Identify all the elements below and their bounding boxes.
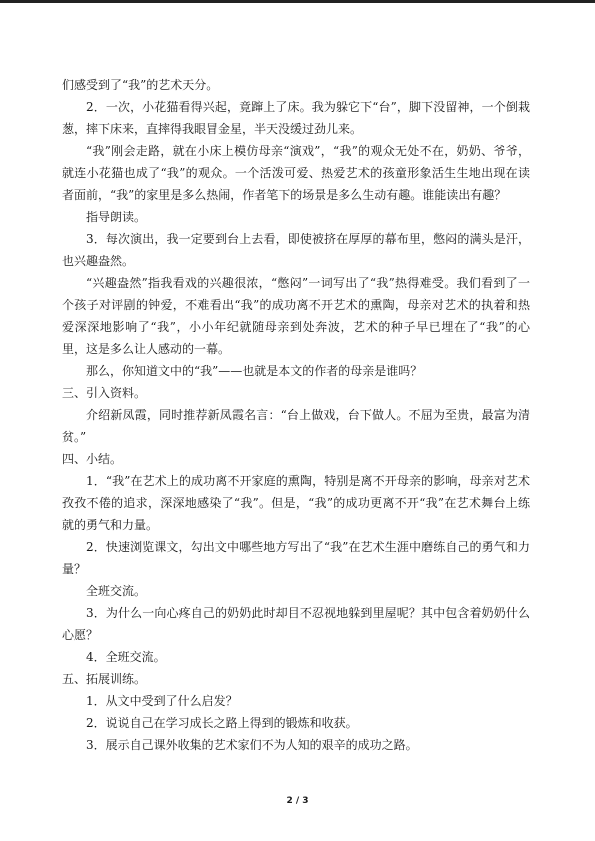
paragraph: 那么，你知道文中的“我”——也就是本文的作者的母亲是谁吗？ xyxy=(86,364,423,378)
paragraph: 2．快速浏览课文，勾出文中哪些地方写出了“我”在艺术生涯中磨练自己的勇气和力量？ xyxy=(62,540,530,576)
paragraph: “我”刚会走路，就在小床上模仿母亲“演戏”，“我”的观众无处不在，奶奶、爷爷，就连小花猫也成了“我”的观众。一个活泼可爱、热爱艺术的孩童形象活生生地出现在读者面前，“我”的家里是多么热闹，作者笔下的场景是多么生动有趣。谁能读出有趣？ xyxy=(62,144,530,202)
document-body xyxy=(62,74,530,756)
top-border-line xyxy=(0,0,595,3)
paragraph: 3．展示自己课外收集的艺术家们不为人知的艰辛的成功之路。 xyxy=(86,738,418,752)
paragraph: 四、小结。 xyxy=(62,452,123,466)
paragraph: 介绍新凤霞，同时推荐新凤霞名言：“台上做戏，台下做人。不屈为至贵，最富为清贫。” xyxy=(62,408,530,444)
paragraph: 1．“我”在艺术上的成功离不开家庭的熏陶，特别是离不开母亲的影响，母亲对艺术孜孜不倦的追求，深深地感染了“我”。但是，“我”的成功更离不开“我”在艺术舞台上练就的勇气和力量。 xyxy=(62,474,530,532)
paragraph: 2．说说自己在学习成长之路上得到的锻炼和收获。 xyxy=(86,716,358,730)
paragraph: 三、引入资料。 xyxy=(62,386,147,400)
paragraph: 2．一次，小花猫看得兴起，竟蹿上了床。我为躲它下“台”，脚下没留神，一个倒栽葱，摔下床来，直摔得我眼冒金星，半天没缓过劲儿来。 xyxy=(62,100,530,136)
page-number: 2 / 3 xyxy=(286,796,309,806)
paragraph: 指导朗读。 xyxy=(86,210,147,224)
paragraph: “兴趣盎然”指我看戏的兴趣很浓，“憋闷”一词写出了“我”热得难受。我们看到了一个孩子对评剧的钟爱，不难看出“我”的成功离不开艺术的熏陶，母亲对艺术的执着和热爱深深地影响了“我”，小小年纪就随母亲到处奔波，艺术的种子早已埋在了“我”的心里，这是多么让人感动的一幕。 xyxy=(62,276,530,356)
paragraph: 3．每次演出，我一定要到台上去看，即使被挤在厚厚的幕布里，憋闷的满头是汗，也兴趣盎然。 xyxy=(62,232,530,268)
paragraph: 五、拓展训练。 xyxy=(62,672,147,686)
paragraph: 1．从文中受到了什么启发？ xyxy=(86,694,238,708)
paragraph: 们感受到了“我”的艺术天分。 xyxy=(62,78,219,92)
paragraph: 4．全班交流。 xyxy=(86,650,166,664)
paragraph: 3．为什么一向心疼自己的奶奶此时却目不忍视地躲到里屋呢？其中包含着奶奶什么心愿？ xyxy=(62,606,530,642)
paragraph: 全班交流。 xyxy=(86,584,147,598)
